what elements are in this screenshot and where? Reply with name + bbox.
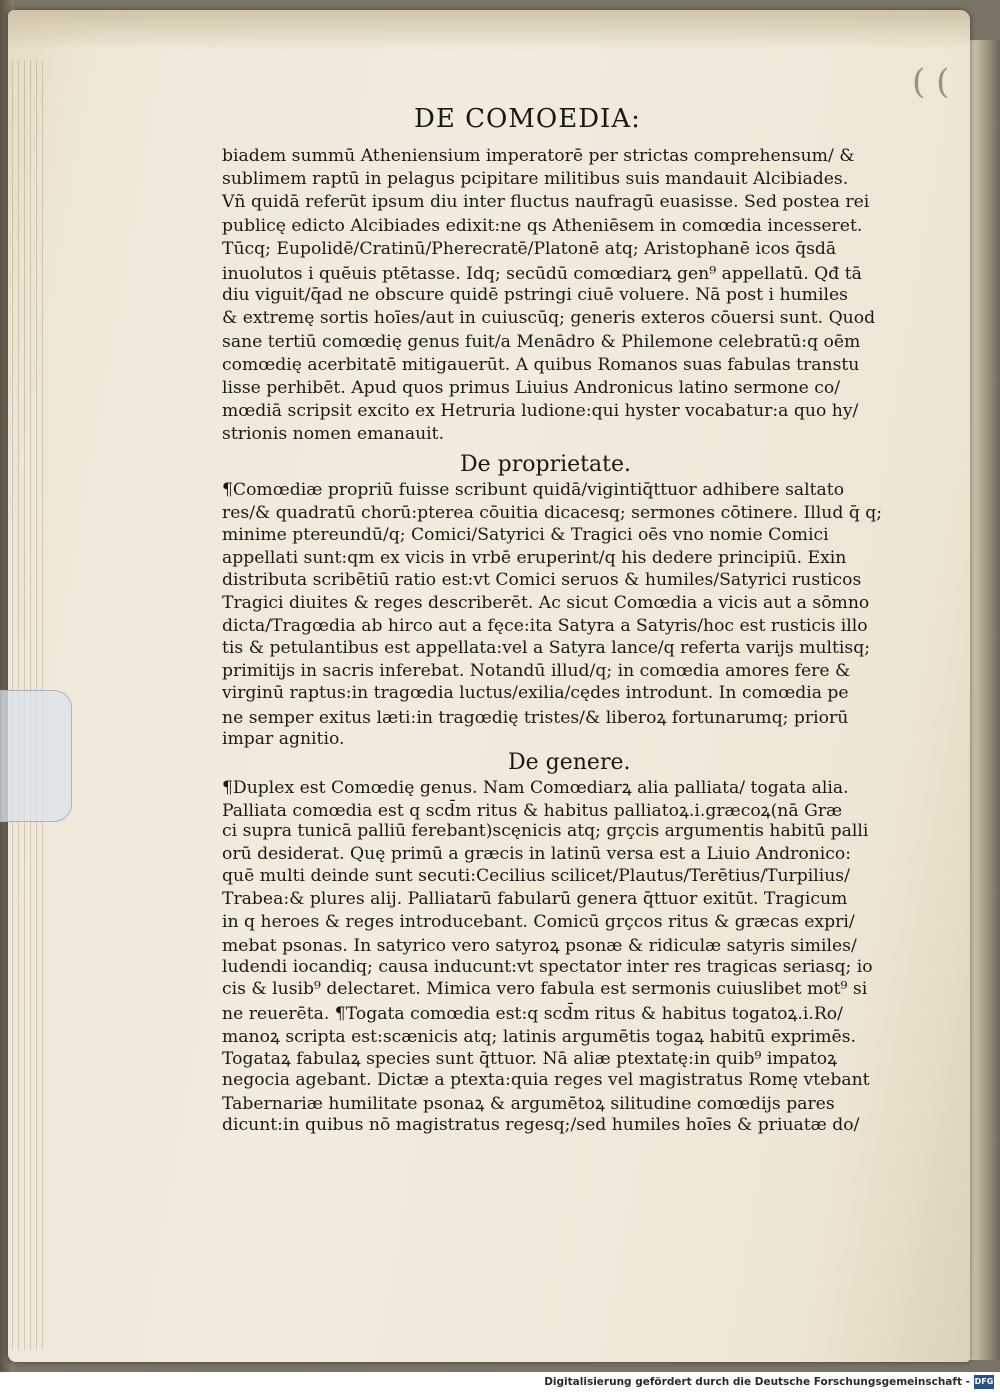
footer-credit: Digitalisierung gefördert durch die Deutsche Forschungsgemeinschaft - <box>544 1376 970 1388</box>
text-line: ludendi iocandiq; causa inducunt:vt spectator inter res tragicas seriasq; io <box>222 956 873 977</box>
text-line: Tabernariæ humilitate psonaꝝ & argumētoꝝ silitudine comœdijs pares <box>222 1094 835 1115</box>
text-line: sane tertiū comœdię genus fuit/a Menādro & Philemone celebratū:q oēm <box>222 331 861 352</box>
text-line: cis & lusib⁹ delectaret. Mimica vero fabula est sermonis cuiuslibet mot⁹ si <box>222 979 868 1000</box>
text-line: sublimem raptū in pelagus pcipitare militibus suis mandauit Alcibiades. <box>222 169 849 190</box>
text-line: inuolutos i quēuis ptētasse. Idq; secūdū comœdiarꝝ gen⁹ appellatū. Qđ tā <box>222 264 862 284</box>
text-line: ne reuerēta. ¶Togata comœdia est:q scd̄m ritus & habitus togatoꝝ.i.Ro/ <box>222 1004 843 1024</box>
text-line: ne semper exitus læti:in tragœdię tristes/& liberoꝝ fortunarumq; priorū <box>222 708 849 728</box>
clear-tab-strip <box>0 690 72 822</box>
text-line: Palliata comœdia est q scd̄m ritus & habitus palliatoꝝ.i.græcoꝝ(nā Græ <box>222 800 843 821</box>
dfg-logo: DFG <box>974 1375 994 1389</box>
text-line: virginū raptus:in tragœdia luctus/exilia/cędes introdunt. In comœdia pe <box>222 683 849 704</box>
text-line: biadem summū Atheniensium imperatorē per strictas comprehensum/ & <box>222 146 855 166</box>
text-line: dicta/Tragœdia ab hirco aut a fęce:ita Satyra a Satyris/hoc est rusticis illo <box>222 615 868 636</box>
text-line: dicunt:in quibus nō magistratus regesq;/sed humiles hoīes & priuatæ do/ <box>222 1115 860 1135</box>
text-line: Vñ quidā referūt ipsum diu inter fluctus naufragū euasisse. Sed postea rei <box>222 192 870 213</box>
text-line: mebat psonas. In satyrico vero satyroꝝ psonæ & ridiculæ satyris similes/ <box>222 936 857 957</box>
text-line: distributa scribētiū ratio est:vt Comici seruos & humiles/Satyrici rusticos <box>222 570 862 591</box>
text-line: res/& quadratū chorū:pterea cōuitia dicacesq; sermones cōtinere. Illud q̄ q; <box>222 502 883 523</box>
text-line: publicę edicto Alcibiades edixit:ne qs Atheniēsem in comœdia incesseret. <box>222 215 863 236</box>
text-line: ¶Duplex est Comœdię genus. Nam Comœdiarꝝ alia palliata/ togata alia. <box>222 778 849 798</box>
text-line: diu viguit/q̄ad ne obscure quidē pstringi ciuē voluere. Nā post i humiles <box>222 285 848 306</box>
section-title-genere: De genere. <box>508 750 631 775</box>
text-line: primitijs in sacris inferebat. Notandū illud/q; in comœdia amores fere & <box>222 660 851 681</box>
text-line: lisse perhibēt. Apud quos primus Liuius Andronicus latino sermone co/ <box>222 378 841 398</box>
text-line: negocia agebant. Dictæ a ptexta:quia reges vel magistratus Romę vtebant <box>222 1069 870 1090</box>
footer-bar <box>0 1372 1000 1394</box>
text-line: & extremę sortis hoīes/aut in cuiuscūq; generis exteros cōuersi sunt. Quod <box>222 308 876 329</box>
paper-top-shadow <box>8 10 970 50</box>
text-line: manoꝝ scripta est:scænicis atq; latinis argumētis togaꝝ habitū exprimēs. <box>222 1026 856 1047</box>
text-line: in q heroes & reges introducebant. Comicū grçcos ritus & græcas expri/ <box>222 911 855 932</box>
text-line: comœdię acerbitatē mitigauerūt. A quibus Romanos suas fabulas transtu <box>222 354 860 375</box>
text-line: quē multi deinde sunt secuti:Cecilius scilicet/Plautus/Terētius/Turpilius/ <box>222 866 850 887</box>
text-line: strionis nomen emanauit. <box>222 424 445 445</box>
text-line: Togataꝝ fabulaꝝ species sunt q̄ttuor. Nā aliæ ptextatę:in quib⁹ impatoꝝ <box>222 1049 838 1070</box>
text-line: impar agnitio. <box>222 728 345 749</box>
corner-pencil-mark: ( ( <box>912 62 950 102</box>
text-line: appellati sunt:qm ex vicis in vrbē eruperint/q his dedere principiū. Exin <box>222 547 847 568</box>
text-line: mœdiā scripsit excito ex Hetruria ludione:qui hyster vocabatur:a quo hy/ <box>222 401 859 422</box>
text-line: ci supra tunicā palliū ferebant)scęnicis atq; grçcis argumentis habitū palli <box>222 821 869 842</box>
section-title-proprietate: De proprietate. <box>460 452 631 477</box>
text-line: orū desiderat. Quę primū a græcis in latinū versa est a Liuio Andronico: <box>222 843 852 864</box>
text-line: tis & petulantibus est appellata:vel a Satyra lance/q referta varijs multisq; <box>222 638 871 659</box>
text-line: ¶Comœdiæ propriū fuisse scribunt quidā/vigintiq̄ttuor adhibere saltato <box>222 480 845 500</box>
text-line: Trabea:& plures alij. Palliatarū fabularū genera q̄ttuor exitūt. Tragicum <box>222 889 848 909</box>
text-line: Tragici diuites & reges describerēt. Ac sicut Comœdia a vicis aut a sōmno <box>222 593 870 613</box>
text-line: Tūcq; Eupolidē/Cratinū/Pherecratē/Platonē atq; Aristophanē icos q̄sdā <box>222 238 837 259</box>
text-line: minime ptereundū/q; Comici/Satyrici & Tragici oēs vno nomie Comici <box>222 525 829 546</box>
running-head: DE COMOEDIA: <box>414 104 641 134</box>
